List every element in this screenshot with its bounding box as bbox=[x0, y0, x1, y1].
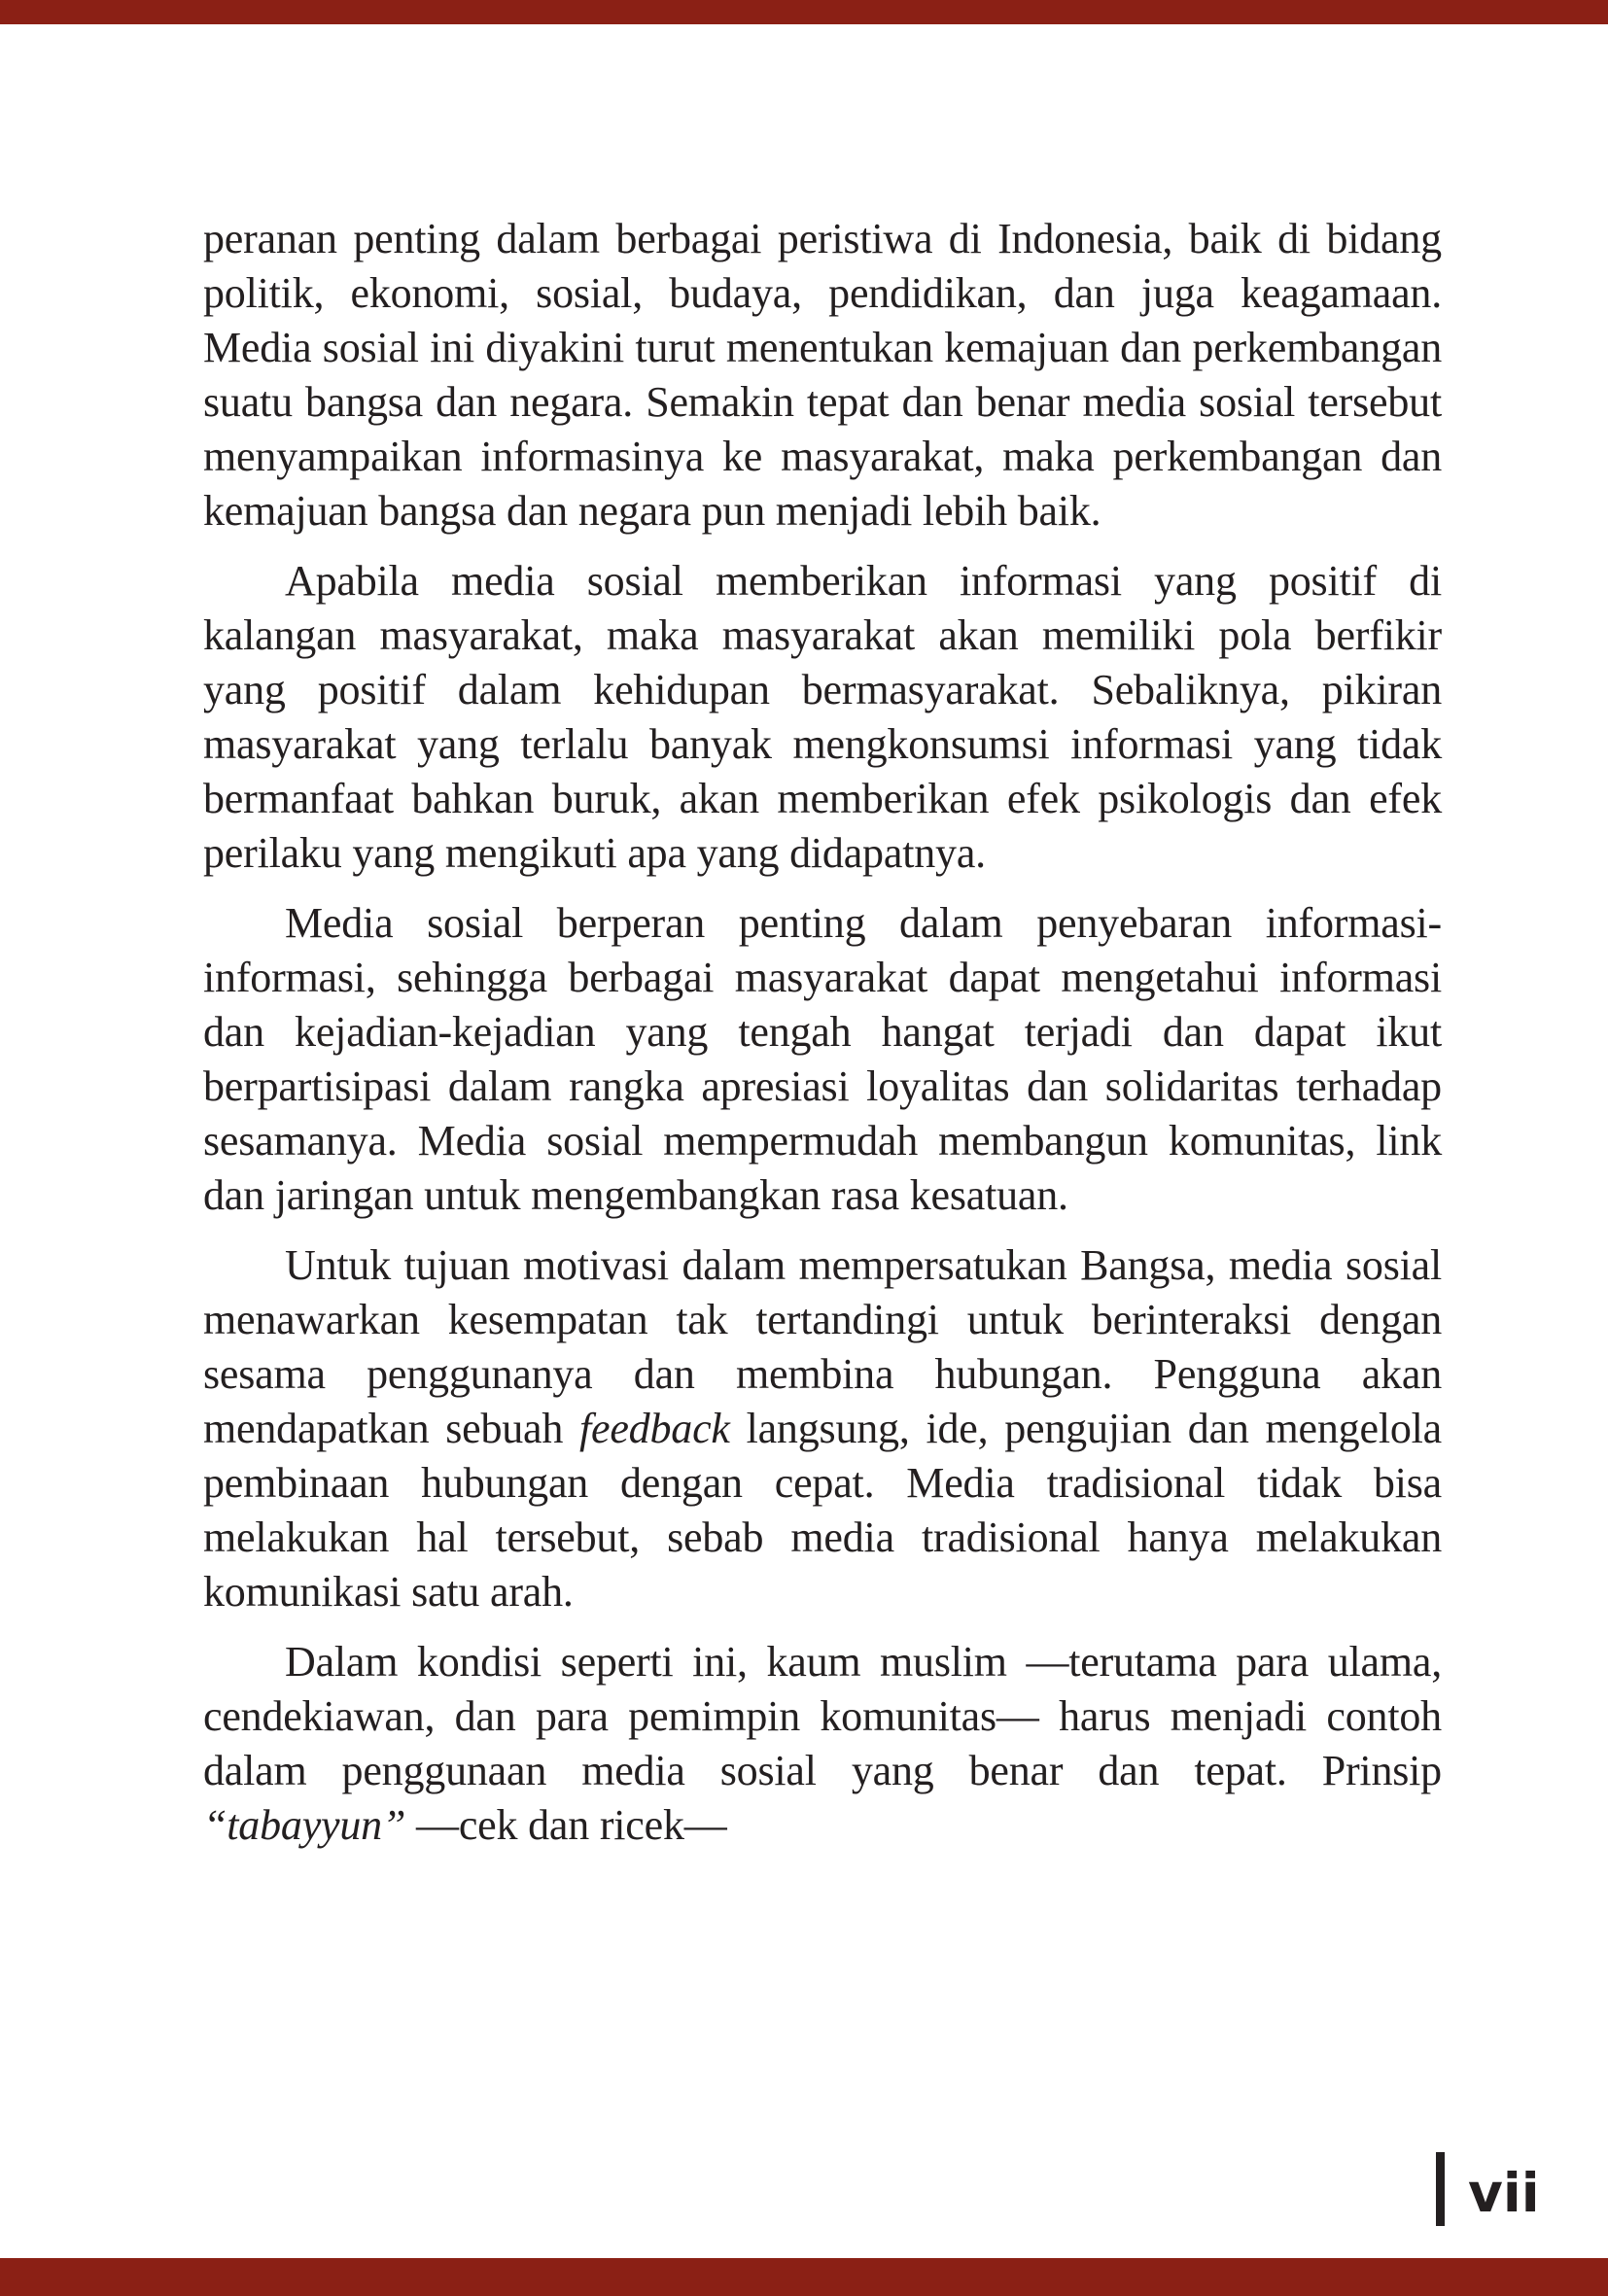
text-run: peranan penting dalam berbagai peristiwa di Indonesia, baik di bidang politik, ekonomi, sosial, budaya, pendidikan, dan juga keagamaan. Media sosial ini diyakini turut menentukan kemajuan dan perkembangan suatu bangsa dan negara. Semakin tepat dan benar media sosial tersebut menyampaikan informasinya ke masyarakat, maka perkembangan dan kemajuan bangsa dan negara pun menjadi lebih baik. bbox=[203, 215, 1442, 535]
paragraph bbox=[203, 896, 1442, 1223]
body-text bbox=[203, 212, 1442, 1868]
paragraph bbox=[203, 554, 1442, 881]
page-footer bbox=[1436, 2152, 1540, 2226]
paragraph bbox=[203, 1635, 1442, 1853]
paragraph bbox=[203, 212, 1442, 539]
text-run: —cek dan ricek— bbox=[405, 1801, 727, 1849]
text-run: Media sosial berperan penting dalam penyebaran informasi-informasi, sehingga berbagai masyarakat dapat mengetahui informasi dan kejadian-kejadian yang tengah hangat terjadi dan dapat ikut berpartisipasi dalam rangka apresiasi loyalitas dan solidaritas terhadap sesamanya. Media sosial mempermudah membangun komunitas, link dan jaringan untuk mengembangkan rasa kesatuan. bbox=[203, 899, 1442, 1219]
top-red-band bbox=[0, 0, 1608, 24]
footer-divider-bar bbox=[1436, 2152, 1445, 2226]
page-number: vii bbox=[1468, 2161, 1540, 2224]
bottom-red-band bbox=[0, 2258, 1608, 2296]
text-run: Untuk tujuan motivasi dalam mempersatukan Bangsa, media sosial menawarkan kesempatan tak tertandingi untuk berinteraksi dengan sesama penggunanya dan membina hubungan. Pengguna akan mendapatkan sebuah bbox=[203, 1241, 1442, 1452]
text-run: Dalam kondisi seperti ini, kaum muslim —terutama para ulama, cendekiawan, dan para pemimpin komunitas— harus menjadi contoh dalam penggunaan media sosial yang benar dan tepat. Prinsip bbox=[203, 1638, 1442, 1794]
text-run: Apabila media sosial memberikan informasi yang positif di kalangan masyarakat, maka masyarakat akan memiliki pola berfikir yang positif dalam kehidupan bermasyarakat. Sebaliknya, pikiran masyarakat yang terlalu banyak mengkonsumsi informasi yang tidak bermanfaat bahkan buruk, akan memberikan efek psikologis dan efek perilaku yang mengikuti apa yang didapatnya. bbox=[203, 557, 1442, 877]
paragraph bbox=[203, 1238, 1442, 1619]
italic-text-run: “tabayyun” bbox=[203, 1801, 406, 1849]
text-run: langsung, ide, pengujian dan mengelola pembinaan hubungan dengan cepat. Media tradisional tidak bisa melakukan hal tersebut, sebab media tradisional hanya melakukan komunikasi satu arah. bbox=[203, 1405, 1442, 1616]
italic-text-run: feedback bbox=[579, 1405, 730, 1452]
